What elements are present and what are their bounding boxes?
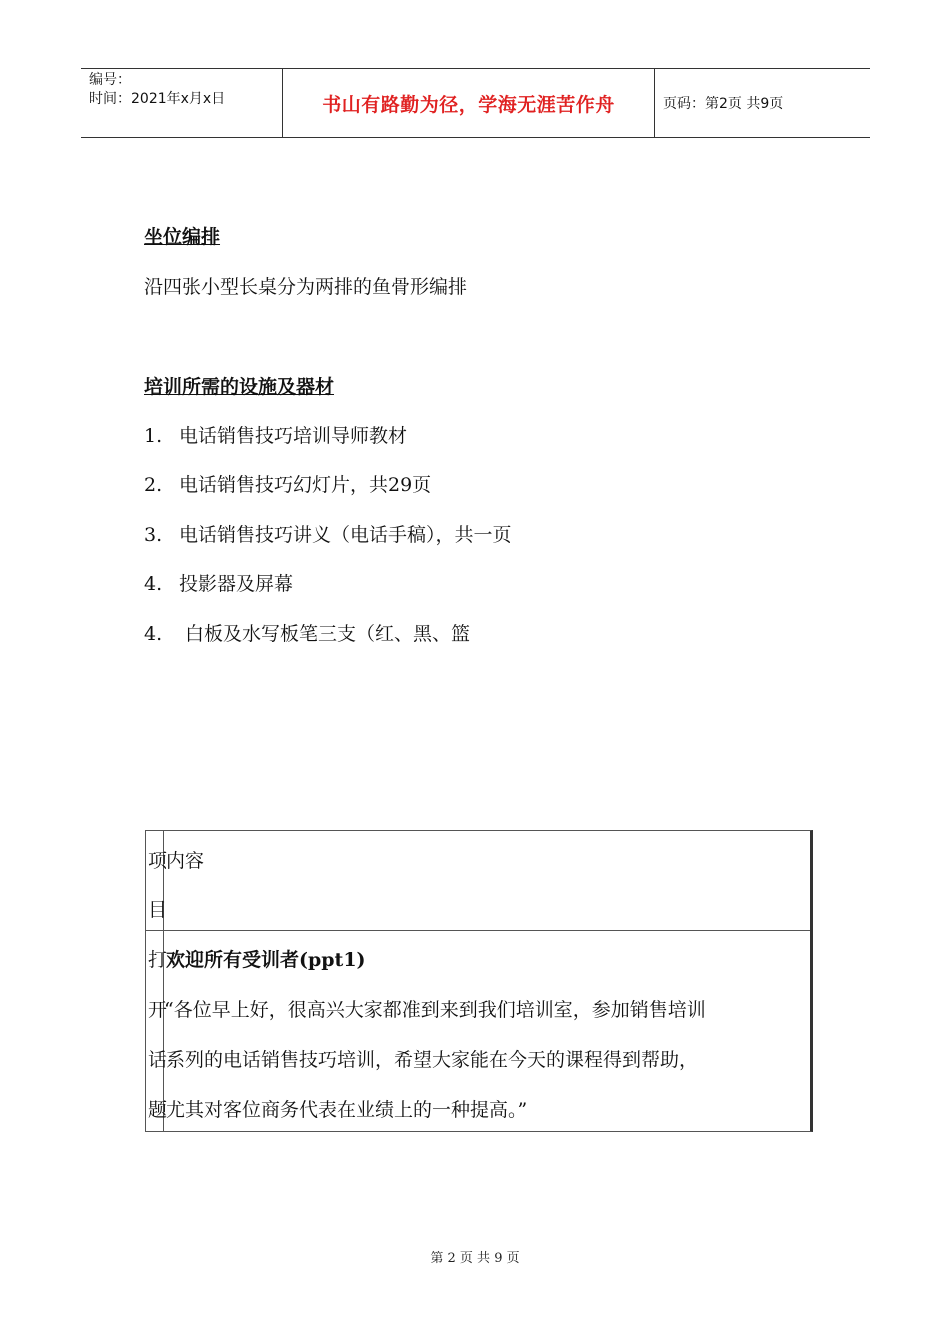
list-item-number: 4. [144, 573, 163, 595]
list-item [144, 520, 512, 547]
page-label-text: 页码：第2页 共9页 [663, 96, 784, 112]
page-header [81, 68, 870, 138]
header-meta [81, 69, 283, 137]
row-line: 系列的电话销售技巧培训，希望大家能在今天的课程得到帮助， [166, 1049, 699, 1071]
seating-heading: 坐位编排 [144, 226, 221, 248]
number-label: 编号： [89, 72, 131, 88]
row-line: “各位早上好，很高兴大家都准到来到我们培训室，参加销售培训 [164, 999, 706, 1021]
page-footer: 第 2 页 共 9 页 [430, 1251, 520, 1266]
content-table [145, 830, 813, 1132]
row-line: 尤其对客位商务代表在业绩上的一种提高。” [166, 1099, 528, 1121]
list-item [144, 421, 407, 448]
time-label: 时间：2021年x月x日 [89, 91, 226, 107]
list-item-text: 投影器及屏幕 [179, 573, 294, 595]
row-title: 欢迎所有受训者(ppt1) [166, 949, 366, 971]
list-item-number: 1. [144, 425, 163, 447]
header-item-char: 项 [148, 850, 168, 872]
equipment-heading: 培训所需的设施及器材 [144, 376, 335, 398]
list-item [144, 619, 470, 646]
list-item-number: 2. [144, 474, 163, 496]
header-page-label [663, 69, 870, 137]
list-item-text: 电话销售技巧幻灯片，共29页 [179, 474, 432, 496]
list-item [144, 569, 293, 596]
row-item-char: 打 [148, 949, 168, 971]
list-item-text: 电话销售技巧讲义（电话手稿），共一页 [179, 524, 512, 546]
column-divider [163, 831, 164, 1131]
list-item-number: 4. [144, 623, 163, 645]
seating-text: 沿四张小型长桌分为两排的鱼骨形编排 [144, 276, 468, 298]
row-item-char: 开 [148, 999, 168, 1021]
header-item-char: 目 [148, 899, 168, 921]
header-content: 内容 [166, 850, 205, 872]
list-item-text: 电话销售技巧培训导师教材 [179, 425, 408, 447]
row-item-char: 题 [148, 1099, 168, 1121]
row-item-char: 话 [148, 1049, 168, 1071]
list-item [144, 470, 431, 497]
header-motto: 书山有路勤为径，学海无涯苦作舟 [283, 69, 655, 137]
row-divider [146, 930, 810, 931]
list-item-text: 白板及水写板笔三支（红、黑、篮 [179, 623, 471, 645]
list-item-number: 3. [144, 524, 163, 546]
